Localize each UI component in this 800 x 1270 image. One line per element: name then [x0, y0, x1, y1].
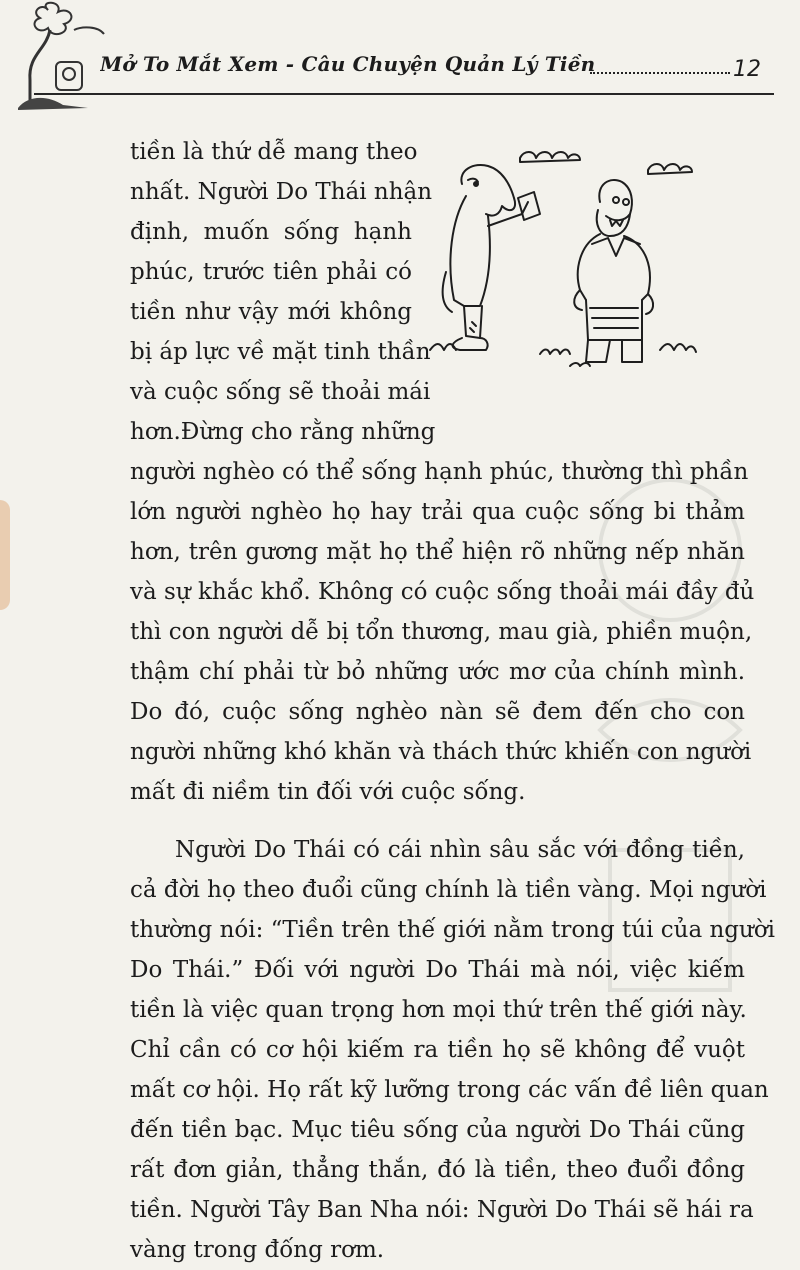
header-rule — [34, 93, 774, 95]
text-line: và sự khắc khổ. Không có cuộc sống thoải mái đầy đủ — [130, 579, 755, 605]
header-dotted-leader — [590, 48, 730, 74]
text-line: lớn người nghèo họ hay trải qua cuộc sống bi thảm — [130, 499, 745, 525]
body-text — [130, 132, 776, 1270]
text-line: người những khó khăn và thách thức khiến con người — [130, 739, 752, 765]
text-line: và cuộc sống sẽ thoải mái — [130, 379, 431, 405]
text-line: tiền là việc quan trọng hơn mọi thứ trên thế giới này. — [130, 997, 747, 1023]
text-line: rất đơn giản, thẳng thắn, đó là tiền, theo đuổi đồng — [130, 1157, 745, 1183]
paragraph-gap — [130, 812, 750, 830]
text-line: tiền. Người Tây Ban Nha nói: Người Do Thái sẽ hái ra — [130, 1197, 754, 1223]
text-line: hơn.Đừng cho rằng những — [130, 419, 436, 445]
text-line: thậm chí phải từ bỏ những ước mơ của chính mình. — [130, 659, 745, 685]
text-line: mất đi niềm tin đối với cuộc sống. — [130, 779, 526, 805]
page-edge-shadow — [0, 500, 10, 610]
text-line: đến tiền bạc. Mục tiêu sống của người Do Thái cũng — [130, 1117, 745, 1143]
text-line: vàng trong đống rơm. — [130, 1237, 385, 1263]
text-line: phúc, trước tiên phải có — [130, 259, 412, 285]
text-line: hơn, trên gương mặt họ thể hiện rõ những nếp nhăn — [130, 539, 745, 565]
text-line: mất cơ hội. Họ rất kỹ lưỡng trong các vấn đề liên quan — [130, 1077, 769, 1103]
text-line: tiền như vậy mới không — [130, 299, 412, 325]
text-line: Chỉ cần có cơ hội kiếm ra tiền họ sẽ không để vuột — [130, 1037, 745, 1063]
text-line: nhất. Người Do Thái nhận — [130, 179, 433, 205]
text-line: thì con người dễ bị tổn thương, mau già, phiền muộn, — [130, 619, 753, 645]
text-line: Do đó, cuộc sống nghèo nàn sẽ đem đến cho con — [130, 699, 745, 725]
page-number: 12 — [733, 57, 761, 82]
running-header-title: Mở To Mắt Xem - Câu Chuyện Quản Lý Tiền — [100, 52, 596, 76]
lamp-ornament-icon — [8, 0, 108, 120]
text-line: bị áp lực về mặt tinh thần — [130, 339, 431, 365]
text-line: Người Do Thái có cái nhìn sâu sắc với đồng tiền, — [175, 837, 745, 863]
text-line: người nghèo có thể sống hạnh phúc, thường thì phần — [130, 459, 749, 485]
text-line: cả đời họ theo đuổi cũng chính là tiền vàng. Mọi người — [130, 877, 767, 903]
text-line: Do Thái.” Đối với người Do Thái mà nói, việc kiếm — [130, 957, 745, 983]
text-line: thường nói: “Tiền trên thế giới nằm trong túi của người — [130, 917, 776, 943]
text-line: tiền là thứ dễ mang theo — [130, 139, 418, 165]
text-line: định, muốn sống hạnh — [130, 219, 412, 245]
